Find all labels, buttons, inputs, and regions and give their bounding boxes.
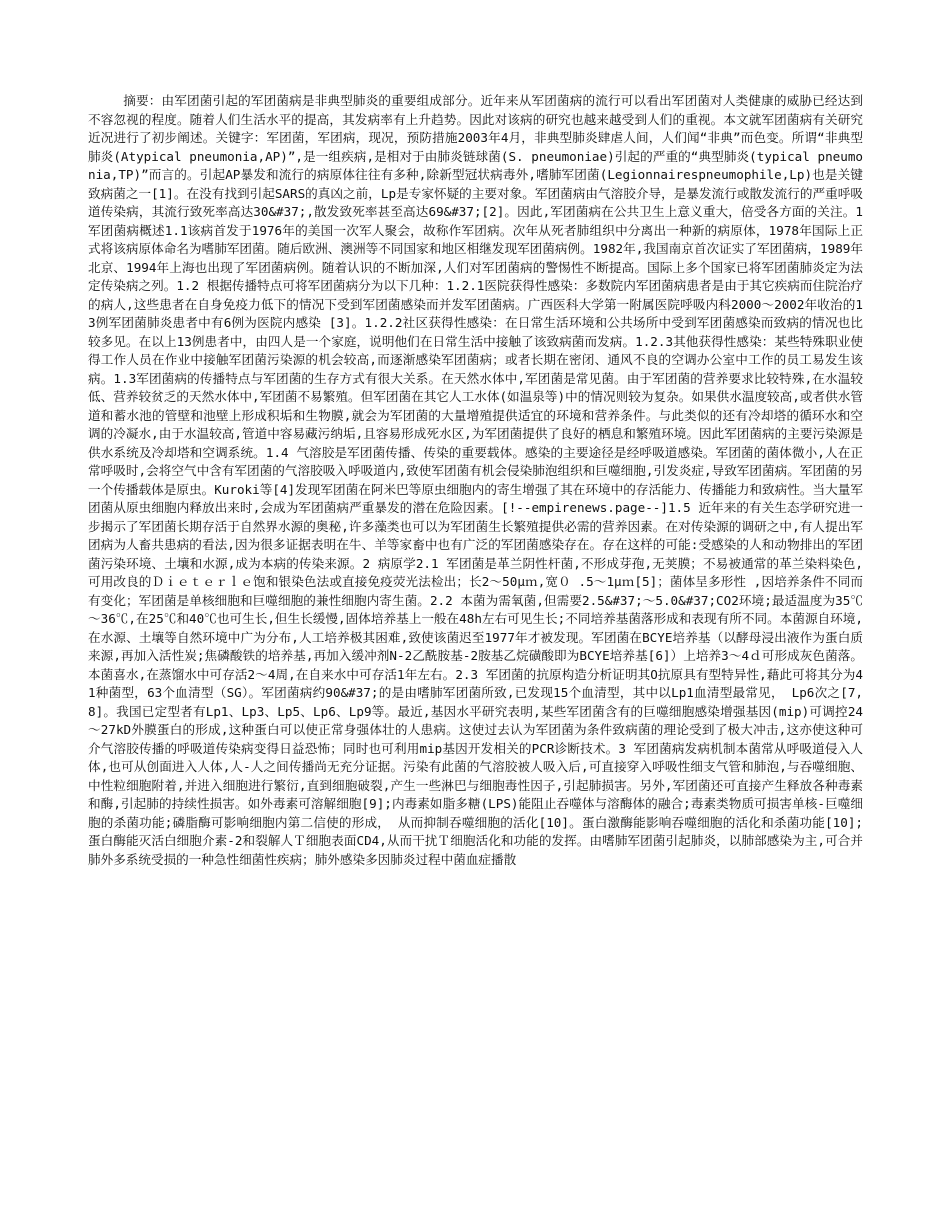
document-page xyxy=(88,92,863,869)
document-body-paragraph: 摘要：由军团菌引起的军团菌病是非典型肺炎的重要组成部分。近年来从军团菌病的流行可以看出军团菌对人类健康的威胁已经达到不容忽视的程度。随着人们生活水平的提高，其发病率有上升趋势。因此对该病的研究也越来越受到人们的重视。本文就军团菌病有关研究近况进行了初步阐述。关键字：军团菌，军团病，现况，预防措施2003年4月，非典型肺炎肆虐人间，人们闻“非典”而色变。所谓“非典型肺炎(Atypical pneumonia,AP)”,是一组疾病,是相对于由肺炎链球菌(S. pneumoniae)引起的严重的“典型肺炎(typical pneumonia,TP)”而言的。引起AP暴发和流行的病原体往往有多种,除新型冠状病毒外,嗜肺军团菌(Legionnairespneumophile,Lp)也是关键致病菌之一[1]。在没有找到引起SARS的真凶之前，Lp是专家怀疑的主要对象。军团菌病由气溶胶介导，是暴发流行或散发流行的严重呼吸道传染病，其流行致死率高达30&#37;,散发致死率甚至高达69&#37;[2]。因此,军团菌病在公共卫生上意义重大，倍受各方面的关注。1 军团菌病概述1.1该病首发于1976年的美国一次军人聚会，故称作军团病。次年从死者肺组织中分离出一种新的病原体，1978年国际上正式将该病原体命名为嗜肺军团菌。随后欧洲、澳洲等不同国家和地区相继发现军团菌病例。1982年,我国南京首次证实了军团菌病，1989年北京、1994年上海也出现了军团菌病例。随着认识的不断加深,人们对军团菌病的警惕性不断提高。国际上多个国家已将军团菌肺炎定为法定传染病之列。1.2 根据传播特点可将军团菌病分为以下几种：1.2.1医院获得性感染：多数院内军团菌病患者是由于其它疾病而住院治疗的病人,这些患者在自身免疫力低下的情况下受到军团菌感染而并发军团菌病。广西医科大学第一附属医院呼吸内科2000～2002年收治的13例军团菌肺炎患者中有6例为医院内感染 [3]。1.2.2社区获得性感染：在日常生活环境和公共场所中受到军团菌感染而致病的情况也比较多见。在以上13例患者中，由四人是一个家庭，说明他们在日常生活中接触了该致病菌而发病。1.2.3其他获得性感染：某些特殊职业使得工作人员在作业中接触军团菌污染源的机会较高,而逐渐感染军团菌病；或者长期在密闭、通风不良的空调办公室中工作的员工易发生该病。1.3军团菌病的传播特点与军团菌的生存方式有很大关系。在天然水体中,军团菌是常见菌。由于军团菌的营养要求比较特殊,在水温较低、营养较贫乏的天然水体中,军团菌不易繁殖。但军团菌在其它人工水体(如温泉等)中的情况则较为复杂。如果供水温度较高,或者供水管道和蓄水池的管壁和池壁上形成积垢和生物膜,就会为军团菌的大量增殖提供适宜的环境和营养条件。与此类似的还有冷却塔的循环水和空调的冷凝水,由于水温较高,管道中容易藏污纳垢,且容易形成死水区,为军团菌提供了良好的栖息和繁殖环境。因此军团菌病的主要污染源是供水系统及冷却塔和空调系统。1.4 气溶胶是军团菌传播、传染的重要载体。感染的主要途径是经呼吸道感染。军团菌的菌体微小,人在正常呼吸时,会将空气中含有军团菌的气溶胶吸入呼吸道内,致使军团菌有机会侵染肺泡组织和巨噬细胞,引发炎症,导致军团菌病。军团菌的另一个传播载体是原虫。Kuroki等[4]发现军团菌在阿米巴等原虫细胞内的寄生增强了其在环境中的存活能力、传播能力和致病性。当大量军团菌从原虫细胞内释放出来时,会成为军团菌病严重暴发的潜在危险因素。[!--empirenews.page--]1.5 近年来的有关生态学研究进一步揭示了军团菌长期存活于自然界水源的奥秘,许多藻类也可以为军团菌生长繁殖提供必需的营养因素。在对传染源的调研之中,有人提出军团病为人畜共患病的看法,因为很多证据表明在牛、羊等家畜中也有广泛的军团菌感染存在。存在这样的可能:受感染的人和动物排出的军团菌污染环境、土壤和水源,成为本病的传染来源。2 病原学2.1 军团菌是革兰阴性杆菌,不形成芽孢,无荚膜；不易被通常的革兰染料染色,可用改良的Ｄｉｅｔｅｒｌｅ饱和银染色法或直接免疫荧光法检出；长2～50μｍ,宽０ .5～1μｍ[5]；菌体呈多形性 ,因培养条件不同而有变化；军团菌是单核细胞和巨噬细胞的兼性细胞内寄生菌。2.2 本菌为需氧菌,但需要2.5&#37;～5.0&#37;CO2环境;最适温度为35℃～36℃,在25℃和40℃也可生长,但生长缓慢,固体培养基上一般在48h左右可见生长;不同培养基菌落形成和表现有所不同。本菌源自环境,在水源、土壤等自然环境中广为分布,人工培养极其困难,致使该菌迟至1977年才被发现。军团菌在BCYE培养基（以酵母浸出液作为蛋白质来源,再加入活性炭;焦磷酸铁的培养基,再加入缓冲剂N-2乙酰胺基-2胺基乙烷磺酸即为BCYE培养基[6]）上培养3～4ｄ可形成灰色菌落。本菌喜水,在蒸馏水中可存活2～4周,在自来水中可存活1年左右。2.3 军团菌的抗原构造分析证明其O抗原具有型特异性,藉此可将其分为41种菌型，63个血清型（SG）。军团菌病约90&#37;的是由嗜肺军团菌所致,已发现15个血清型，其中以Lp1血清型最常见， Lp6次之[7,8]。我国已定型者有Lp1、Lp3、Lp5、Lp6、Lp9等。最近,基因水平研究表明,某些军团菌含有的巨噬细胞感染增强基因(mip)可调控24～27kD外膜蛋白的形成,这种蛋白可以使正常身强体壮的人患病。这使过去认为军团菌为条件致病菌的理论受到了极大冲击,这亦使这种可介气溶胶传播的呼吸道传染病变得日益恐怖；同时也可利用mip基因开发相关的PCR诊断技术。3 军团菌病发病机制本菌常从呼吸道侵入人体,也可从创面进入人体,人-人之间传播尚无充分证据。污染有此菌的气溶胶被人吸入后,可直接穿入呼吸性细支气管和肺泡,与吞噬细胞、中性粒细胞附着,并进入细胞进行繁衍,直到细胞破裂,产生一些淋巴与细胞毒性因子,引起肺损害。另外,军团菌还可直接产生释放各种毒素和酶,引起肺的持续性损害。如外毒素可溶解细胞[9];内毒素如脂多糖(LPS)能阻止吞噬体与溶酶体的融合;毒素类物质可损害单核-巨噬细胞的杀菌功能;磷脂酶可影响细胞内第二信使的形成， 从而抑制吞噬细胞的活化[10]。蛋白激酶能影响吞噬细胞的活化和杀菌功能[10];蛋白酶能灭活白细胞介素-2和裂解人Ｔ细胞表面CD4,从而干扰Ｔ细胞活化和功能的发挥。由嗜肺军团菌引起肺炎，以肺部感染为主,可合并肺外多系统受损的一种急性细菌性疾病；肺外感染多因肺炎过程中菌血症播散 xyxy=(88,93,863,867)
